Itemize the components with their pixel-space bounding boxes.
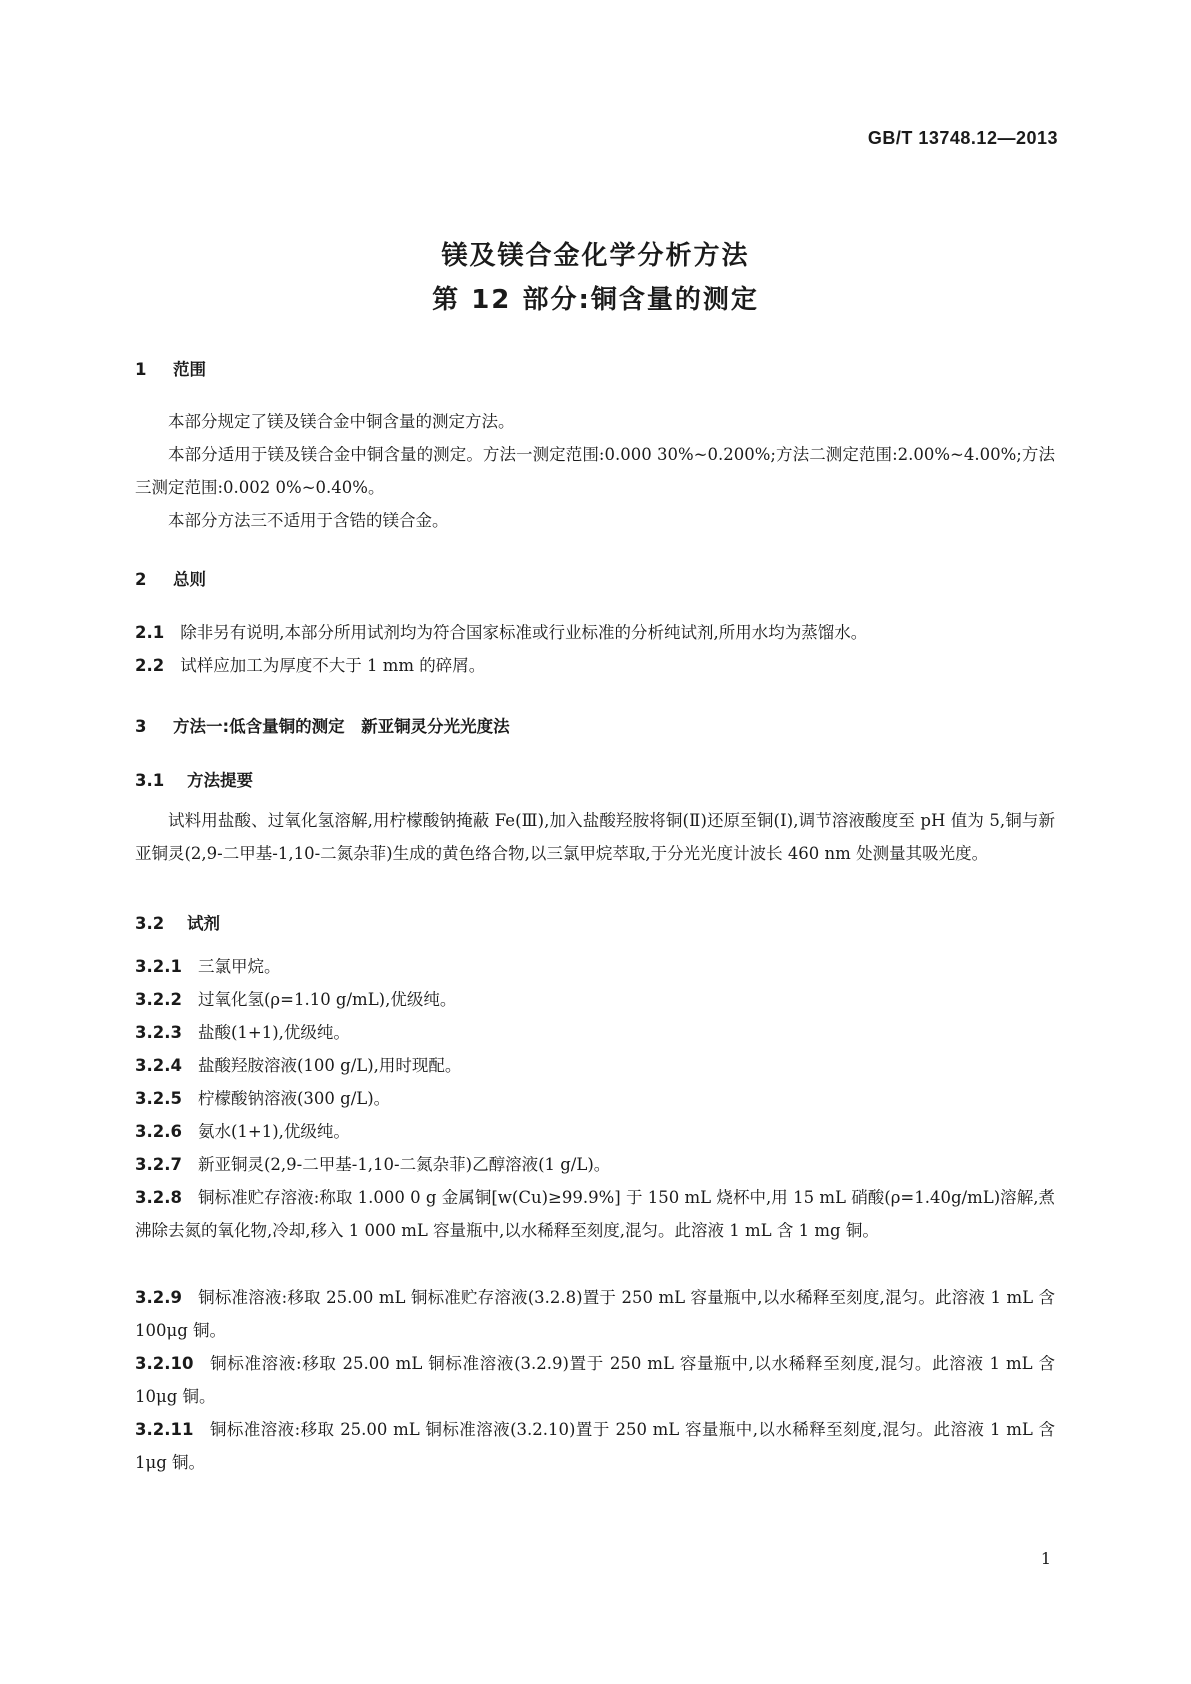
reagent-text: 氨水(1+1),优级纯。 bbox=[197, 1122, 350, 1141]
reagent-number: 3.2.6 bbox=[135, 1122, 182, 1141]
subsection-title: 方法提要 bbox=[187, 771, 253, 790]
reagent-number: 3.2.1 bbox=[135, 957, 182, 976]
reagent-number: 3.2.8 bbox=[135, 1188, 182, 1207]
reagent-number: 3.2.9 bbox=[135, 1288, 182, 1307]
clause-number: 2.2 bbox=[135, 656, 165, 675]
reagent-text: 柠檬酸钠溶液(300 g/L)。 bbox=[197, 1089, 391, 1108]
paragraph: 本部分适用于镁及镁合金中铜含量的测定。方法一测定范围:0.000 30%~0.200%;方法二测定范围:2.00%~4.00%;方法三测定范围:0.002 0%~0.40%。 bbox=[135, 445, 1055, 497]
reagent-number: 3.2.2 bbox=[135, 990, 182, 1009]
reagent-text: 三氯甲烷。 bbox=[197, 957, 281, 976]
section-title: 总则 bbox=[173, 570, 206, 589]
reagent-item bbox=[135, 1413, 1055, 1479]
page-number: 1 bbox=[1040, 1549, 1051, 1568]
subsection-heading bbox=[135, 767, 253, 791]
reagent-number: 3.2.4 bbox=[135, 1056, 182, 1075]
document-subtitle: 第 12 部分:铜含量的测定 bbox=[432, 285, 759, 315]
reagent-text: 铜标准溶液:移取 25.00 mL 铜标准溶液(3.2.10)置于 250 mL 容量瓶中,以水稀释至刻度,混匀。此溶液 1 mL 含 1μg 铜。 bbox=[135, 1420, 1055, 1472]
document-title: 镁及镁合金化学分析方法 bbox=[441, 241, 750, 271]
subsection-title: 试剂 bbox=[187, 914, 220, 933]
clause-text: 除非另有说明,本部分所用试剂均为符合国家标准或行业标准的分析纯试剂,所用水均为蒸馏水。 bbox=[180, 623, 868, 642]
reagent-item bbox=[135, 1049, 1055, 1082]
reagent-number: 3.2.11 bbox=[135, 1420, 194, 1439]
reagent-item bbox=[135, 983, 1055, 1016]
section-heading bbox=[135, 356, 206, 380]
subsection-number: 3.1 bbox=[135, 771, 165, 790]
reagent-text: 过氧化氢(ρ=1.10 g/mL),优级纯。 bbox=[197, 990, 457, 1009]
reagent-item bbox=[135, 1148, 1055, 1181]
section-heading bbox=[135, 713, 510, 737]
paragraph: 本部分规定了镁及镁合金中铜含量的测定方法。 bbox=[168, 412, 515, 431]
paragraph: 试料用盐酸、过氧化氢溶解,用柠檬酸钠掩蔽 Fe(Ⅲ),加入盐酸羟胺将铜(Ⅱ)还原至铜(Ⅰ),调节溶液酸度至 pH 值为 5,铜与新亚铜灵(2,9-二甲基-1,10-二氮杂菲)生成的黄色络合物,以三氯甲烷萃取,于分光光度计波长 460 nm 处测量其吸光度。 bbox=[135, 811, 1055, 863]
reagent-text: 盐酸(1+1),优级纯。 bbox=[197, 1023, 350, 1042]
section-title: 方法一:低含量铜的测定 新亚铜灵分光光度法 bbox=[173, 717, 510, 736]
section-title: 范围 bbox=[173, 360, 206, 379]
section-number: 3 bbox=[135, 717, 147, 736]
reagent-number: 3.2.3 bbox=[135, 1023, 182, 1042]
reagent-item bbox=[135, 1347, 1055, 1413]
clause bbox=[135, 616, 1055, 649]
reagent-item bbox=[135, 1082, 1055, 1115]
reagent-text: 铜标准贮存溶液:称取 1.000 0 g 金属铜[w(Cu)≥99.9%] 于 150 mL 烧杯中,用 15 mL 硝酸(ρ=1.40g/mL)溶解,煮沸除去氮的氧化物,冷却,移入 1 000 mL 容量瓶中,以水稀释至刻度,混匀。此溶液 1 mL 含 1 mg 铜。 bbox=[135, 1188, 1055, 1240]
reagent-text: 盐酸羟胺溶液(100 g/L),用时现配。 bbox=[197, 1056, 462, 1075]
subsection-heading bbox=[135, 910, 220, 934]
reagent-number: 3.2.7 bbox=[135, 1155, 182, 1174]
section-heading bbox=[135, 566, 206, 590]
clause-number: 2.1 bbox=[135, 623, 165, 642]
section-number: 1 bbox=[135, 360, 147, 379]
reagent-text: 新亚铜灵(2,9-二甲基-1,10-二氮杂菲)乙醇溶液(1 g/L)。 bbox=[197, 1155, 611, 1174]
reagent-number: 3.2.5 bbox=[135, 1089, 182, 1108]
section-number: 2 bbox=[135, 570, 147, 589]
clause bbox=[135, 649, 1055, 682]
reagent-text: 铜标准溶液:移取 25.00 mL 铜标准贮存溶液(3.2.8)置于 250 mL 容量瓶中,以水稀释至刻度,混匀。此溶液 1 mL 含 100μg 铜。 bbox=[135, 1288, 1055, 1340]
reagent-item bbox=[135, 1115, 1055, 1148]
clause-text: 试样应加工为厚度不大于 1 mm 的碎屑。 bbox=[180, 656, 486, 675]
reagent-text: 铜标准溶液:移取 25.00 mL 铜标准溶液(3.2.9)置于 250 mL 容量瓶中,以水稀释至刻度,混匀。此溶液 1 mL 含 10μg 铜。 bbox=[135, 1354, 1055, 1406]
reagent-item bbox=[135, 1281, 1055, 1347]
standard-number: GB/T 13748.12—2013 bbox=[867, 128, 1058, 148]
reagent-item bbox=[135, 950, 1055, 983]
reagent-item bbox=[135, 1016, 1055, 1049]
reagent-item bbox=[135, 1181, 1055, 1247]
reagent-number: 3.2.10 bbox=[135, 1354, 194, 1373]
paragraph: 本部分方法三不适用于含锆的镁合金。 bbox=[168, 511, 449, 530]
subsection-number: 3.2 bbox=[135, 914, 165, 933]
